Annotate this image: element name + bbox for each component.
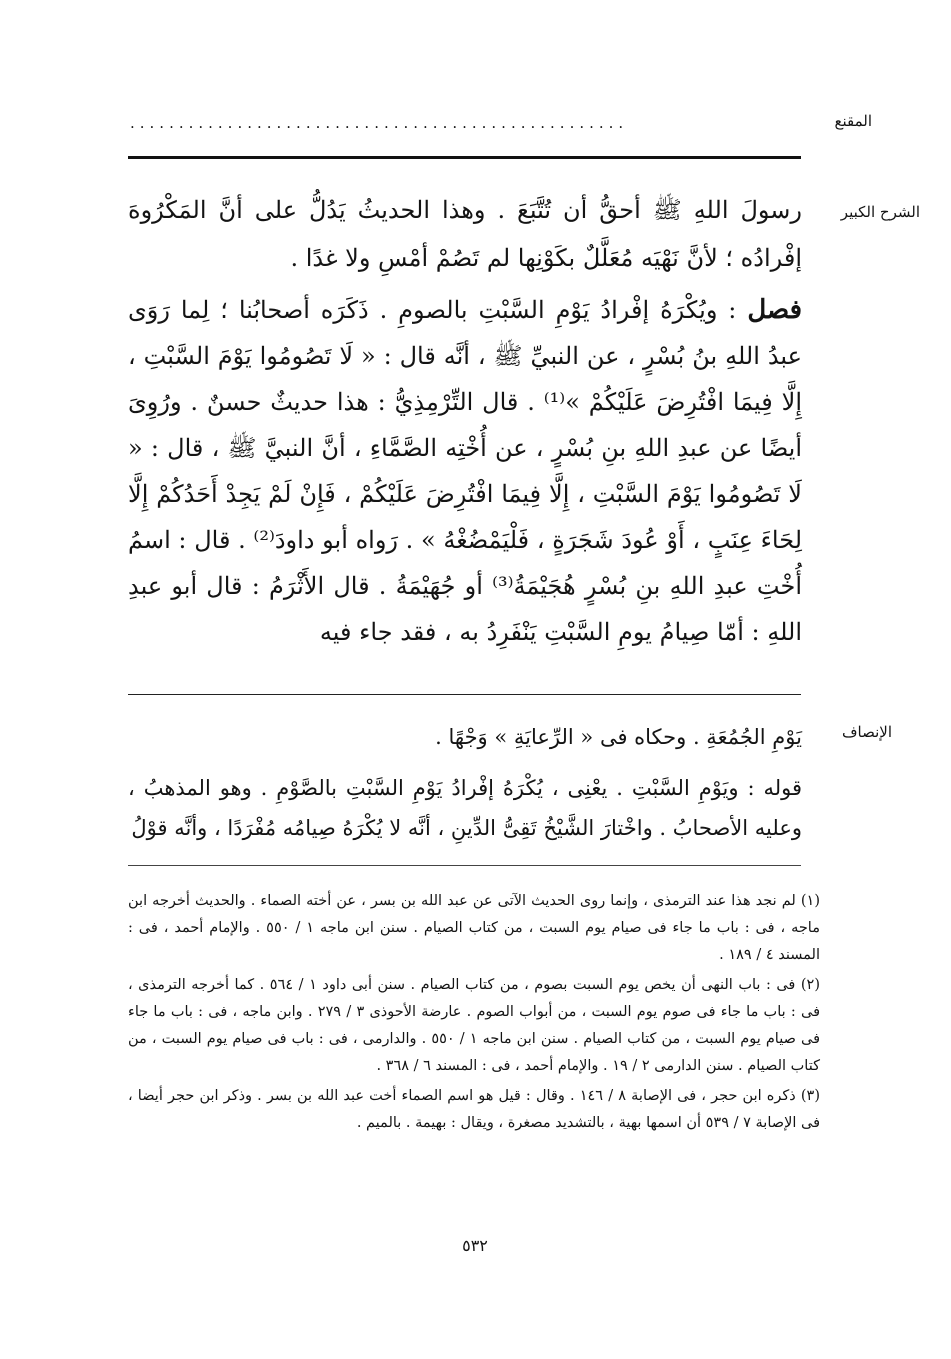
footnote-2: (٢) فى : باب النهى أن يخص يوم السبت بصوم ، من كتاب الصيام . سنن أبى داود ١ / ٥٦٤ . كما أخرجه الترمذى ، فى : باب ما جاء فى صوم يوم السبت ، من أبواب الصوم . عارضة الأحوذى ٣ / ٢٧٩ . وابن ماجه ، فى : باب ما جاء فى صيام يوم السبت ، من كتاب الصيام . سنن ابن ماجه ١ / ٥٥٠ . والدارمى ، فى : باب فى صيام يوم السبت ، من كتاب الصيام . سنن الدارمى ٢ / ١٩ . والإمام أحمد ، فى : المسند ٦ / ٣٦٨ . [128, 977, 821, 1074]
sharh-opening-text: رسولَ اللهِ ﷺ أحقُّ أن تُتَّبَعَ . وهذا الحديثُ يَدُلُّ على أنَّ المَكْرُوهَ إفْرادُه ؛ لأنَّ نَهْيَه مُعَلَّلٌ بكَوْنِها لم تَصُمْ أمْسِ ولا غدًا . [128, 196, 802, 272]
running-header-title: المقنع [834, 112, 872, 130]
insaf-opening-text: يَوْمِ الجُمُعَةِ . وحكاه فى « الرِّعايَةِ » وَجْهًا . [435, 725, 802, 749]
footnote-divider [128, 865, 801, 866]
margin-label-insaf: الإنصاف [841, 723, 892, 741]
header-rule [128, 156, 801, 159]
footnote-3: (٣) ذكره ابن حجر ، فى الإصابة ٨ / ١٤٦ . وقال : قيل هو اسم الصماء أخت عبد الله بن بسر . وذكر ابن حجر أيضا ، فى الإصابة ٧ / ٥٣٩ أن اسمها بهية ، بالتشديد مصغرة ، ويقال : بهيمة . بالميم . [128, 1088, 820, 1131]
insaf-paragraph: قوله : ويَوْمِ السَّبْتِ . يعْنِى ، يُكْرَهُ إفْرادُ يَوْمِ السَّبْتِ بالصَّوْمِ . وهو المذهبُ ، وعليه الأصحابُ . واخْتارَ الشَّيْخُ تَقِىُّ الدِّينِ ، أنَّه لا يُكْرَهُ صِيامُه مُفْرَدًا ، وأنَّه قوْلُ [128, 776, 802, 840]
sharh-fasl-paragraph [128, 287, 802, 655]
footnote-1: (١) لم نجد هذا عند الترمذى ، وإنما روى الحديث الآتى عن عبد الله بن بسر ، عن أخته الصماء . والحديث أخرجه ابن ماجه ، فى : باب ما جاء فى صيام يوم السبت ، من كتاب الصيام . سنن ابن ماجه ١ / ٥٥٠ . والإمام أحمد ، فى : المسند ٤ / ١٨٩ . [128, 893, 820, 963]
page-number: ٥٣٢ [462, 1236, 488, 1255]
section-divider [128, 694, 801, 695]
footnotes [128, 888, 820, 1140]
fasl-heading: فصل [747, 295, 802, 325]
margin-label-sharh: الشرح الكبير [840, 203, 920, 221]
header-dot-leader: ................................................... [130, 114, 629, 132]
fasl-body: : ويُكْرَهُ إفْرادُ يَوْمِ السَّبْتِ بالصومِ . ذَكَرَه أصحابُنا ؛ لِما رَوَى عبدُ اللهِ بنُ بُسْرٍ ، عن النبيِّ ﷺ ، أنَّه قال : « لَا تَصُومُوا يَوْمَ السَّبْتِ ، إِلَّا فِيمَا افْتُرِضَ عَلَيْكُمْ »⁽¹⁾ . قال التِّرْمِذِيُّ : هذا حديثٌ حسنٌ . ورُوِىَ أيضًا عن عبدِ اللهِ بنِ بُسْرٍ ، عن أُخْتِه الصَّمَّاءِ ، أنَّ النبيَّ ﷺ ، قال : « لَا تَصُومُوا يَوْمَ السَّبْتِ ، إِلَّا فِيمَا افْتُرِضَ عَلَيْكُمْ ، فَإِنْ لَمْ يَجِدْ أَحَدُكُمْ إِلَّا لِحَاءَ عِنَبٍ ، أَوْ عُودَ شَجَرَةٍ ، فَلْيَمْضُغْهُ » . رَواه أبو داودَ⁽²⁾ . قال : اسمُ أُخْتِ عبدِ اللهِ بنِ بُسْرٍ هُجَيْمَةُ⁽³⁾ أو جُهَيْمَةُ . قال الأَثْرَمُ : قال أبو عبدِ اللهِ : أمّا صِيامُ يومِ السَّبْتِ يَنْفَرِدُ به ، فقد جاء فيه [128, 296, 802, 646]
